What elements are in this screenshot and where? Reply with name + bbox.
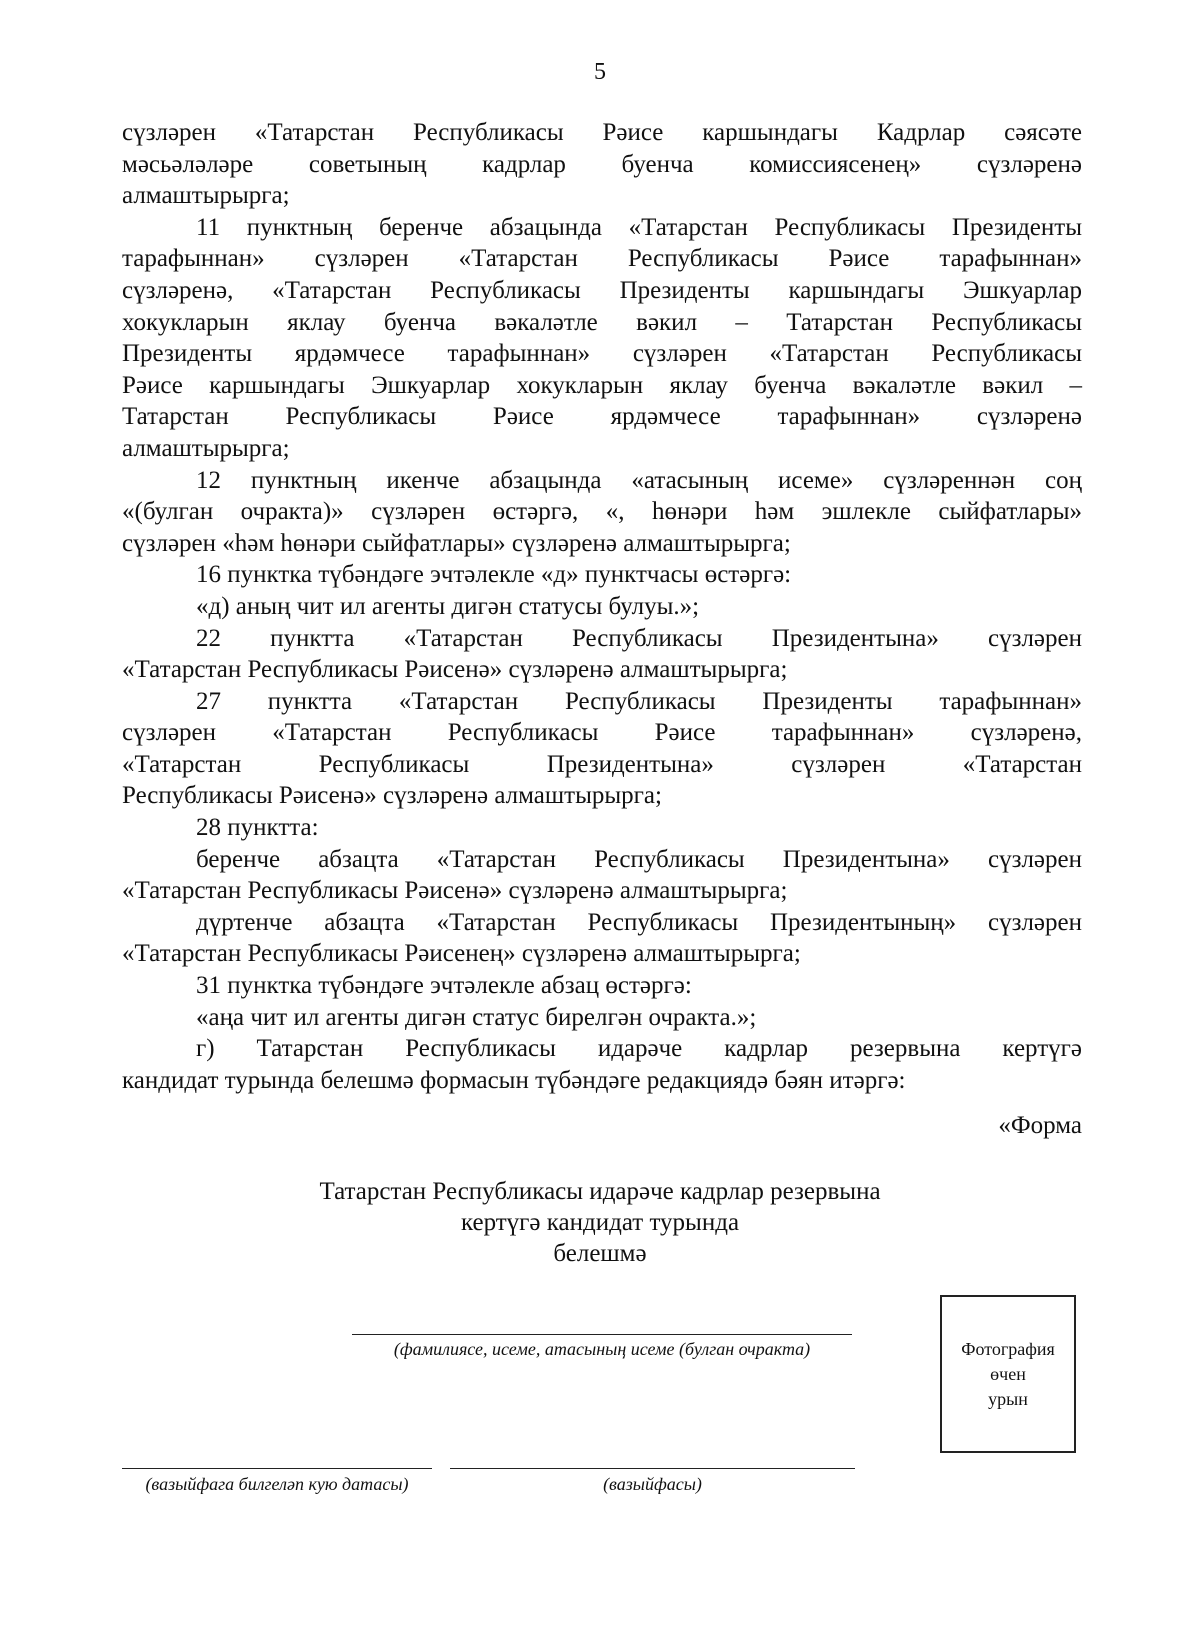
page-number: 5 [594,59,606,85]
photo-placeholder-box [940,1295,1076,1453]
full-name-field-line[interactable] [352,1334,852,1335]
appointment-date-field-line[interactable] [122,1468,432,1469]
form-title-line: кертүгә кандидат турында [460,1209,740,1236]
appointment-date-caption: (вазыйфага билгеләп кую датасы) [145,1474,409,1494]
body-line: тарафыннан» сүзләрен «Татарстан Республикасы Рәисе тарафыннан» [122,245,1082,273]
body-line: «д) аның чит ил агенты дигән статусы булуы.»; [196,592,700,620]
body-line: Татарстан Республикасы Рәисе ярдәмчесе тарафыннан» сүзләренә [122,403,1082,431]
form-label: «Форма [998,1112,1082,1140]
body-line: «Татарстан Республикасы Президентына» сүзләрен «Татарстан [122,750,1082,778]
body-line: г) Татарстан Республикасы идарәче кадрлар резервына кертүгә [196,1035,1082,1063]
photo-placeholder-line: урын [988,1388,1028,1409]
body-line: 16 пунктка түбәндәге эчтәлекле «д» пунктчасы өстәргә: [196,561,792,589]
body-line: сүзләрен «һәм һөнәри сыйфатлары» сүзләренә алмаштырырга; [122,529,791,557]
photo-placeholder-line: Фотография [961,1338,1055,1359]
body-line: «Татарстан Республикасы Рәисенә» сүзләренә алмаштырырга; [122,656,788,684]
body-line: мәсьәләләре советының кадрлар буенча комиссиясенең» сүзләренә [122,150,1082,178]
position-caption: (вазыйфасы) [603,1474,702,1494]
photo-placeholder-line: өчен [990,1363,1026,1384]
body-line: алмаштырырга; [122,434,290,462]
full-name-caption: (фамилиясе, исеме, атасының исеме (булган очракта) [393,1339,811,1359]
body-line: Рәисе каршындагы Эшкуарлар хокукларын яклау буенча вәкаләтле вәкил – [122,371,1082,399]
body-line: хокукларын яклау буенча вәкаләтле вәкил – Татарстан Республикасы [122,308,1082,336]
body-line: 12 пунктның икенче абзацында «атасының исеме» сүзләреннән соң [196,466,1082,494]
body-line: «Татарстан Республикасы Рәисенең» сүзләренә алмаштырырга; [122,940,801,968]
body-line: кандидат турында белешмә формасын түбәндәге редакциядә бәян итәргә: [122,1066,906,1094]
body-line: «аңа чит ил агенты дигән статус бирелгән очракта.»; [196,1003,757,1031]
body-line: 27 пунктта «Татарстан Республикасы Президенты тарафыннан» [196,687,1082,715]
body-line: «Татарстан Республикасы Рәисенә» сүзләренә алмаштырырга; [122,877,788,905]
body-line: 31 пунктка түбәндәге эчтәлекле абзац өстәргә: [196,972,692,1000]
body-line: сүзләрен «Татарстан Республикасы Рәисе каршындагы Кадрлар сәясәте [122,119,1082,146]
form-title [0,1176,1200,1269]
body-line: Республикасы Рәисенә» сүзләренә алмаштырырга; [122,782,662,810]
body-line: дүртенче абзацта «Татарстан Республикасы Президентының» сүзләрен [196,908,1082,936]
body-line: сүзләренә, «Татарстан Республикасы Президенты каршындагы Эшкуарлар [122,276,1082,304]
body-line: алмаштырырга; [122,182,290,210]
body-line: 28 пунктта: [196,814,319,842]
position-field-line[interactable] [450,1468,855,1469]
photo-placeholder-text [961,1337,1055,1412]
body-line: «(булган очракта)» сүзләрен өстәргә, «, һөнәри һәм эшлекле сыйфатлары» [122,498,1082,526]
form-title-line: белешмә [553,1240,647,1267]
body-line: Президенты ярдәмчесе тарафыннан» сүзләрен «Татарстан Республикасы [122,340,1082,368]
body-text [122,117,1082,1142]
body-line: сүзләрен «Татарстан Республикасы Рәисе тарафыннан» сүзләренә, [122,719,1082,747]
body-line: беренче абзацта «Татарстан Республикасы Президентына» сүзләрен [196,845,1082,873]
body-line: 22 пунктта «Татарстан Республикасы Президентына» сүзләрен [196,624,1082,652]
form-title-line: Татарстан Республикасы идарәче кадрлар резервына [319,1178,881,1205]
body-line: 11 пунктның беренче абзацында «Татарстан Республикасы Президенты [196,213,1082,241]
